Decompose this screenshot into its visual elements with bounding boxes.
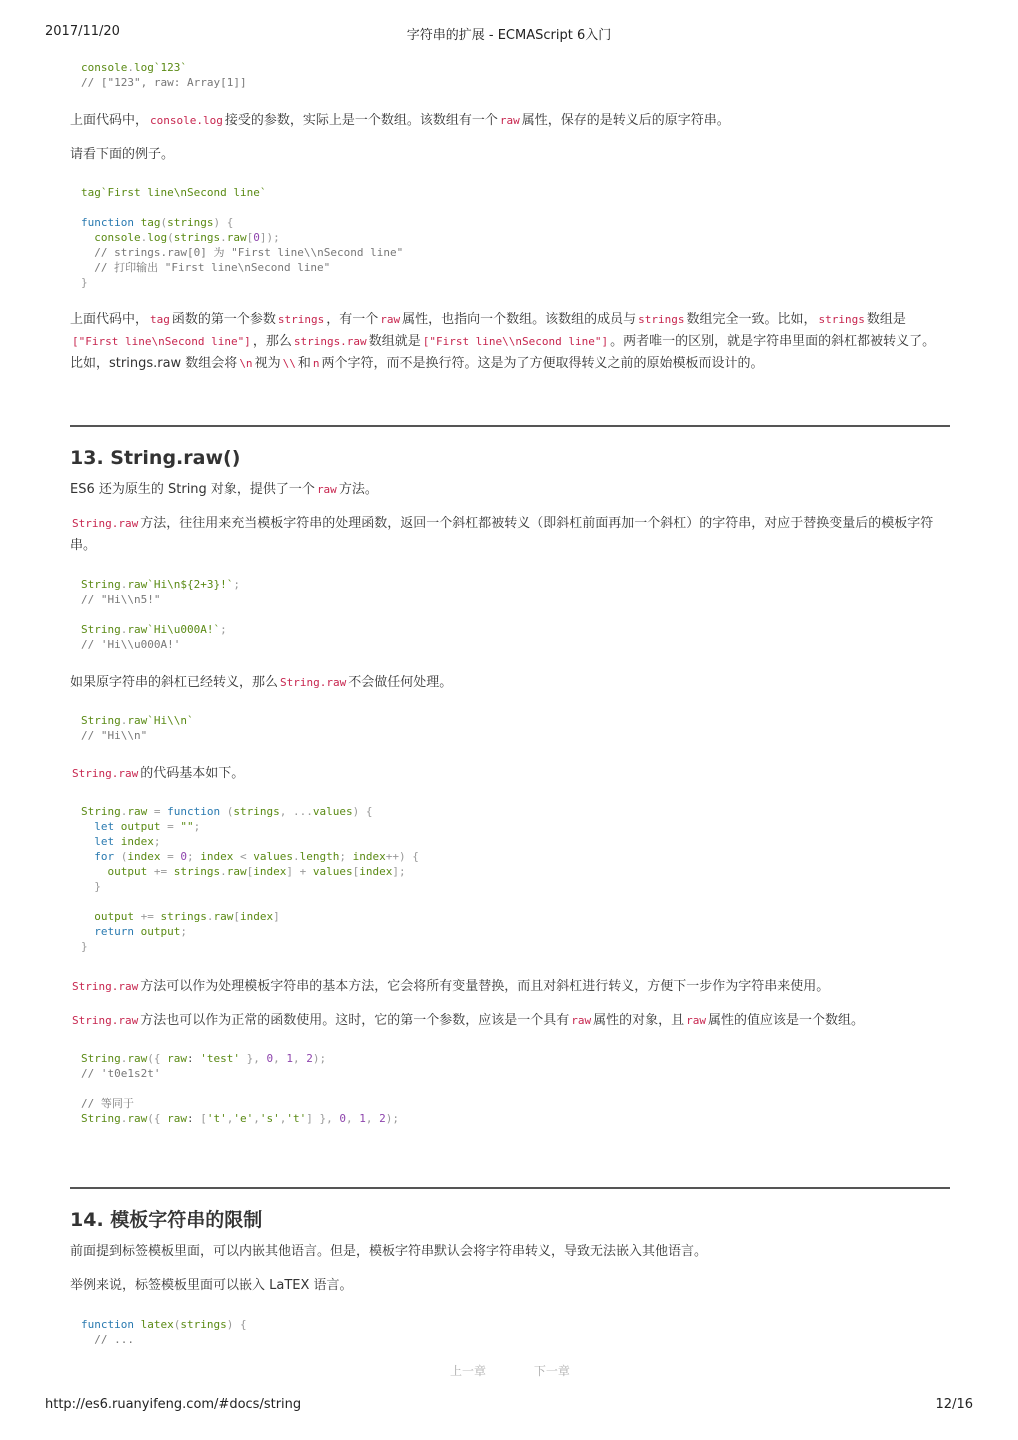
inline-code: raw xyxy=(686,1014,707,1027)
inline-code: \n xyxy=(239,357,253,370)
paragraph: 上面代码中， console.log 接受的参数，实际上是一个数组。该数组有一个 raw 属性，保存的是转义后的原字符串。 xyxy=(70,113,730,128)
code-line: String.raw`Hi\u000A!`; xyxy=(81,623,227,636)
code-line: String.raw`Hi\\n` xyxy=(81,714,194,727)
code-line: String.raw({ raw: ['t','e','s','t'] }, 0, 1, 2); xyxy=(81,1112,399,1125)
section-divider xyxy=(70,1187,950,1189)
inline-code: strings.raw xyxy=(293,335,367,348)
code-line: String.raw = function (strings, ...values) { xyxy=(81,805,373,818)
code-line: } xyxy=(81,276,88,289)
prev-chapter-link[interactable]: 上一章 xyxy=(450,1364,487,1378)
code-block xyxy=(70,713,950,743)
inline-code: n xyxy=(312,357,320,370)
paragraph: 前面提到标签模板里面，可以内嵌其他语言。但是，模板字符串默认会将字符串转义，导致无法嵌入其他语言。 xyxy=(70,1244,708,1259)
code-line: let output = ""; xyxy=(94,820,201,833)
document-title: 字符串的扩展 - ECMAScript 6入门 xyxy=(406,28,612,43)
code-line: let index; xyxy=(94,835,161,848)
paragraph: 请看下面的例子。 xyxy=(70,147,175,162)
code-line: tag`First line\nSecond line` xyxy=(81,186,267,199)
inline-code: console.log xyxy=(150,114,223,127)
code-line: function latex(strings) { xyxy=(81,1318,247,1331)
inline-code: strings xyxy=(818,313,865,326)
code-block xyxy=(70,185,950,290)
code-line: String.raw`Hi\n${2+3}!`; xyxy=(81,578,240,591)
inline-code: strings xyxy=(638,313,685,326)
inline-code: raw xyxy=(316,483,337,496)
inline-code: ["First line\\nSecond line"] xyxy=(422,335,609,348)
inline-code: ["First line\nSecond line"] xyxy=(72,335,251,348)
paragraph: String.raw 方法可以作为处理模板字符串的基本方法，它会将所有变量替换，而且对斜杠进行转义，方便下一步作为字符串来使用。 xyxy=(72,979,830,994)
paragraph: 上面代码中， tag 函数的第一个参数 strings ，有一个 raw 属性，也指向一个数组。该数组的成员与 strings 数组完全一致。比如， strings 数组是 ["First line\nSecond line"] ，那么 strings.raw 数组就是 ["First line\\nSecond line"] 。两者唯一的区别，就是字符串里面的斜杠都被转义了。 比如，strings.raw 数组会将 \n 视为 \\ 和 n 两个字符，而不是换行符。这是为了方便取得转义之前的原始模板而设计的。 xyxy=(70,312,936,371)
code-block xyxy=(70,1051,950,1126)
code-line: // 't0e1s2t' xyxy=(81,1067,161,1080)
inline-code: raw xyxy=(380,313,401,326)
page-footer xyxy=(0,1397,1018,1417)
inline-code: String.raw xyxy=(72,980,139,993)
inline-code: raw xyxy=(499,114,520,127)
inline-code: raw xyxy=(571,1014,592,1027)
article-content xyxy=(70,56,950,1347)
inline-code: String.raw xyxy=(72,517,139,530)
code-line: output += strings.raw[index] + values[index]; xyxy=(107,865,406,878)
code-line: // 'Hi\\u000A!' xyxy=(81,638,181,651)
paragraph: String.raw 方法也可以作为正常的函数使用。这时，它的第一个参数，应该是一个具有 raw 属性的对象，且 raw 属性的值应该是一个数组。 xyxy=(72,1013,865,1028)
paragraph: String.raw 方法，往往用来充当模板字符串的处理函数，返回一个斜杠都被转义（即斜杠前面再加一个斜杠）的字符串，对应于替换变量后的模板字符 串。 xyxy=(70,516,934,553)
paragraph: 如果原字符串的斜杠已经转义，那么 String.raw 不会做任何处理。 xyxy=(70,675,453,690)
code-line: console.log(strings.raw[0]); xyxy=(94,231,280,244)
code-block xyxy=(70,1317,950,1347)
inline-code: strings xyxy=(277,313,325,326)
code-line: // 等同于 xyxy=(81,1097,134,1110)
code-line: // strings.raw[0] 为 "First line\\nSecond line" xyxy=(94,246,404,259)
section-divider xyxy=(70,425,950,427)
inline-code: String.raw xyxy=(72,1014,139,1027)
paragraph: String.raw 的代码基本如下。 xyxy=(72,766,245,781)
print-date: 2017/11/20 xyxy=(45,24,120,39)
code-block xyxy=(70,577,950,652)
page-header xyxy=(0,24,1018,44)
code-block xyxy=(70,804,950,954)
code-line: for (index = 0; index < values.length; index++) { xyxy=(94,850,419,863)
code-line: function tag(strings) { xyxy=(81,216,234,229)
inline-code: String.raw xyxy=(72,767,139,780)
inline-code: String.raw xyxy=(280,676,347,689)
code-line: } xyxy=(81,940,88,953)
section-heading: 13. String.raw() xyxy=(70,447,241,469)
next-chapter-link[interactable]: 下一章 xyxy=(533,1364,570,1378)
code-line: } xyxy=(94,880,101,893)
paragraph: 举例来说，标签模板里面可以嵌入 LaTEX 语言。 xyxy=(70,1278,353,1293)
code-line: // "Hi\\n5!" xyxy=(81,593,161,606)
code-line: // 打印输出 "First line\nSecond line" xyxy=(94,261,331,274)
code-line: // "Hi\\n" xyxy=(81,729,148,742)
paragraph: ES6 还为原生的 String 对象，提供了一个 raw 方法。 xyxy=(70,482,378,497)
inline-code: tag xyxy=(150,313,170,326)
code-line: // ... xyxy=(94,1333,134,1346)
code-line: // ["123", raw: Array[1]] xyxy=(81,76,247,89)
page-number: 12/16 xyxy=(935,1397,973,1412)
inline-code: \\ xyxy=(282,357,296,370)
code-line: String.raw({ raw: 'test' }, 0, 1, 2); xyxy=(81,1052,327,1065)
page-url: http://es6.ruanyifeng.com/#docs/string xyxy=(45,1397,302,1412)
section-heading: 14. 模板字符串的限制 xyxy=(70,1209,263,1231)
code-line: console.log`123` xyxy=(81,61,187,74)
chapter-pager xyxy=(450,1362,614,1379)
code-line: return output; xyxy=(94,925,187,938)
code-block xyxy=(70,60,950,90)
code-line: output += strings.raw[index] xyxy=(94,910,280,923)
